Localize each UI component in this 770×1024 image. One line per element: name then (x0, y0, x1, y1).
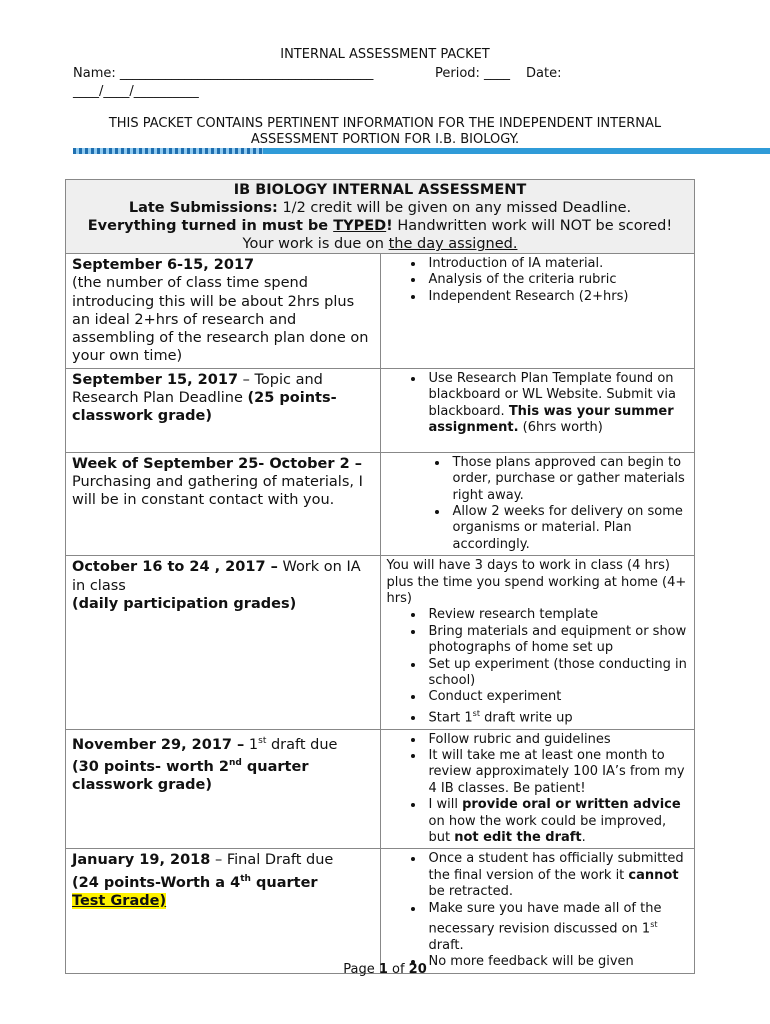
row2-right (380, 368, 695, 452)
table-row (66, 849, 695, 973)
intro-line-2: ASSESSMENT PORTION FOR I.B. BIOLOGY. (250, 132, 520, 147)
row2-left: September 15, 2017 – Topic and Research Plan Deadline (25 points- classwork grade) (66, 368, 381, 452)
row6-left: January 19, 2018 – Final Draft due (24 points-Worth a 4th quarter Test Grade) (66, 849, 381, 973)
row4-left: October 16 to 24 , 2017 – Work on IA in class (daily participation grades) (66, 556, 381, 729)
list-item: • Set up experiment (those conducting in school) (425, 657, 689, 690)
intro-line-1: THIS PACKET CONTAINS PERTINENT INFORMATION FOR THE INDEPENDENT INTERNAL (108, 116, 662, 131)
list-item: • Independent Research (2+hrs) (425, 289, 689, 305)
table-title: IB BIOLOGY INTERNAL ASSESSMENT (233, 182, 527, 198)
list-item: • Introduction of IA material. (425, 256, 689, 272)
table-header (66, 180, 695, 254)
due-policy: Your work is due on the day assigned. (242, 236, 518, 252)
ia-schedule-table (65, 179, 695, 974)
list-item: • Start 1st draft write up (425, 706, 689, 727)
list-item: • Review research template (425, 607, 689, 623)
period-field-label: Period: ____ (435, 66, 511, 81)
row1-right (380, 254, 695, 369)
list-item: • Once a student has officially submitted the final version of the work it cannot be retracted. (425, 851, 689, 900)
list-item: • It will take me at least one month to review approximately 100 IA’s from my 4 IB classes. Be patient! (425, 748, 689, 797)
list-item: • Use Research Plan Template found on blackboard or WL Website. Submit via blackboard. This was your summer assignment. (6hrs worth) (425, 371, 689, 437)
table-row (66, 254, 695, 369)
typed-policy: Everything turned in must be TYPED! Handwritten work will NOT be scored! (87, 218, 673, 234)
list-item: • I will provide oral or written advice on how the work could be improved, but not edit the draft. (425, 797, 689, 846)
packet-title: INTERNAL ASSESSMENT PACKET (280, 47, 490, 62)
row1-left: September 6-15, 2017 (the number of class time spend introducing this will be about 2hrs plus an ideal 2+hrs of research and assembling of the research plan done on your own time) (66, 254, 381, 369)
table-row (66, 452, 695, 555)
row5-left: November 29, 2017 – 1st draft due (30 points- worth 2nd quarter classwork grade) (66, 729, 381, 849)
date-blank: ____/____/__________ (73, 84, 199, 99)
row3-right (380, 452, 695, 555)
list-item: • Bring materials and equipment or show photographs of home set up (425, 624, 689, 657)
row6-right (380, 849, 695, 973)
header-rule-pattern (73, 148, 263, 154)
date-field-label: Date: (526, 66, 562, 81)
page-footer: Page 1 of 20 (343, 962, 427, 977)
row3-left: Week of September 25- October 2 –Purchasing and gathering of materials, I will be in constant contact with you. (66, 452, 381, 555)
list-item: • Follow rubric and guidelines (425, 732, 689, 748)
table-row (66, 556, 695, 729)
list-item: • Analysis of the criteria rubric (425, 272, 689, 288)
row4-intro: You will have 3 days to work in class (4 hrs) plus the time you spend working at home (4+ hrs) (386, 558, 687, 607)
late-policy: Late Submissions: 1/2 credit will be given on any missed Deadline. (128, 200, 632, 216)
list-item: • No more feedback will be given (425, 954, 689, 970)
test-grade-highlight: Test Grade) (72, 892, 167, 909)
name-field-label: Name: _______________________________________ (73, 66, 374, 81)
list-item: • Those plans approved can begin to order, purchase or gather materials right away. (449, 455, 689, 504)
list-item: • Allow 2 weeks for delivery on some organisms or material. Plan accordingly. (449, 504, 689, 553)
row4-right (380, 556, 695, 729)
list-item: • Conduct experiment (425, 689, 689, 705)
row5-right (380, 729, 695, 849)
list-item: • Make sure you have made all of the necessary revision discussed on 1st draft. (425, 901, 689, 955)
table-row (66, 368, 695, 452)
table-row (66, 729, 695, 849)
